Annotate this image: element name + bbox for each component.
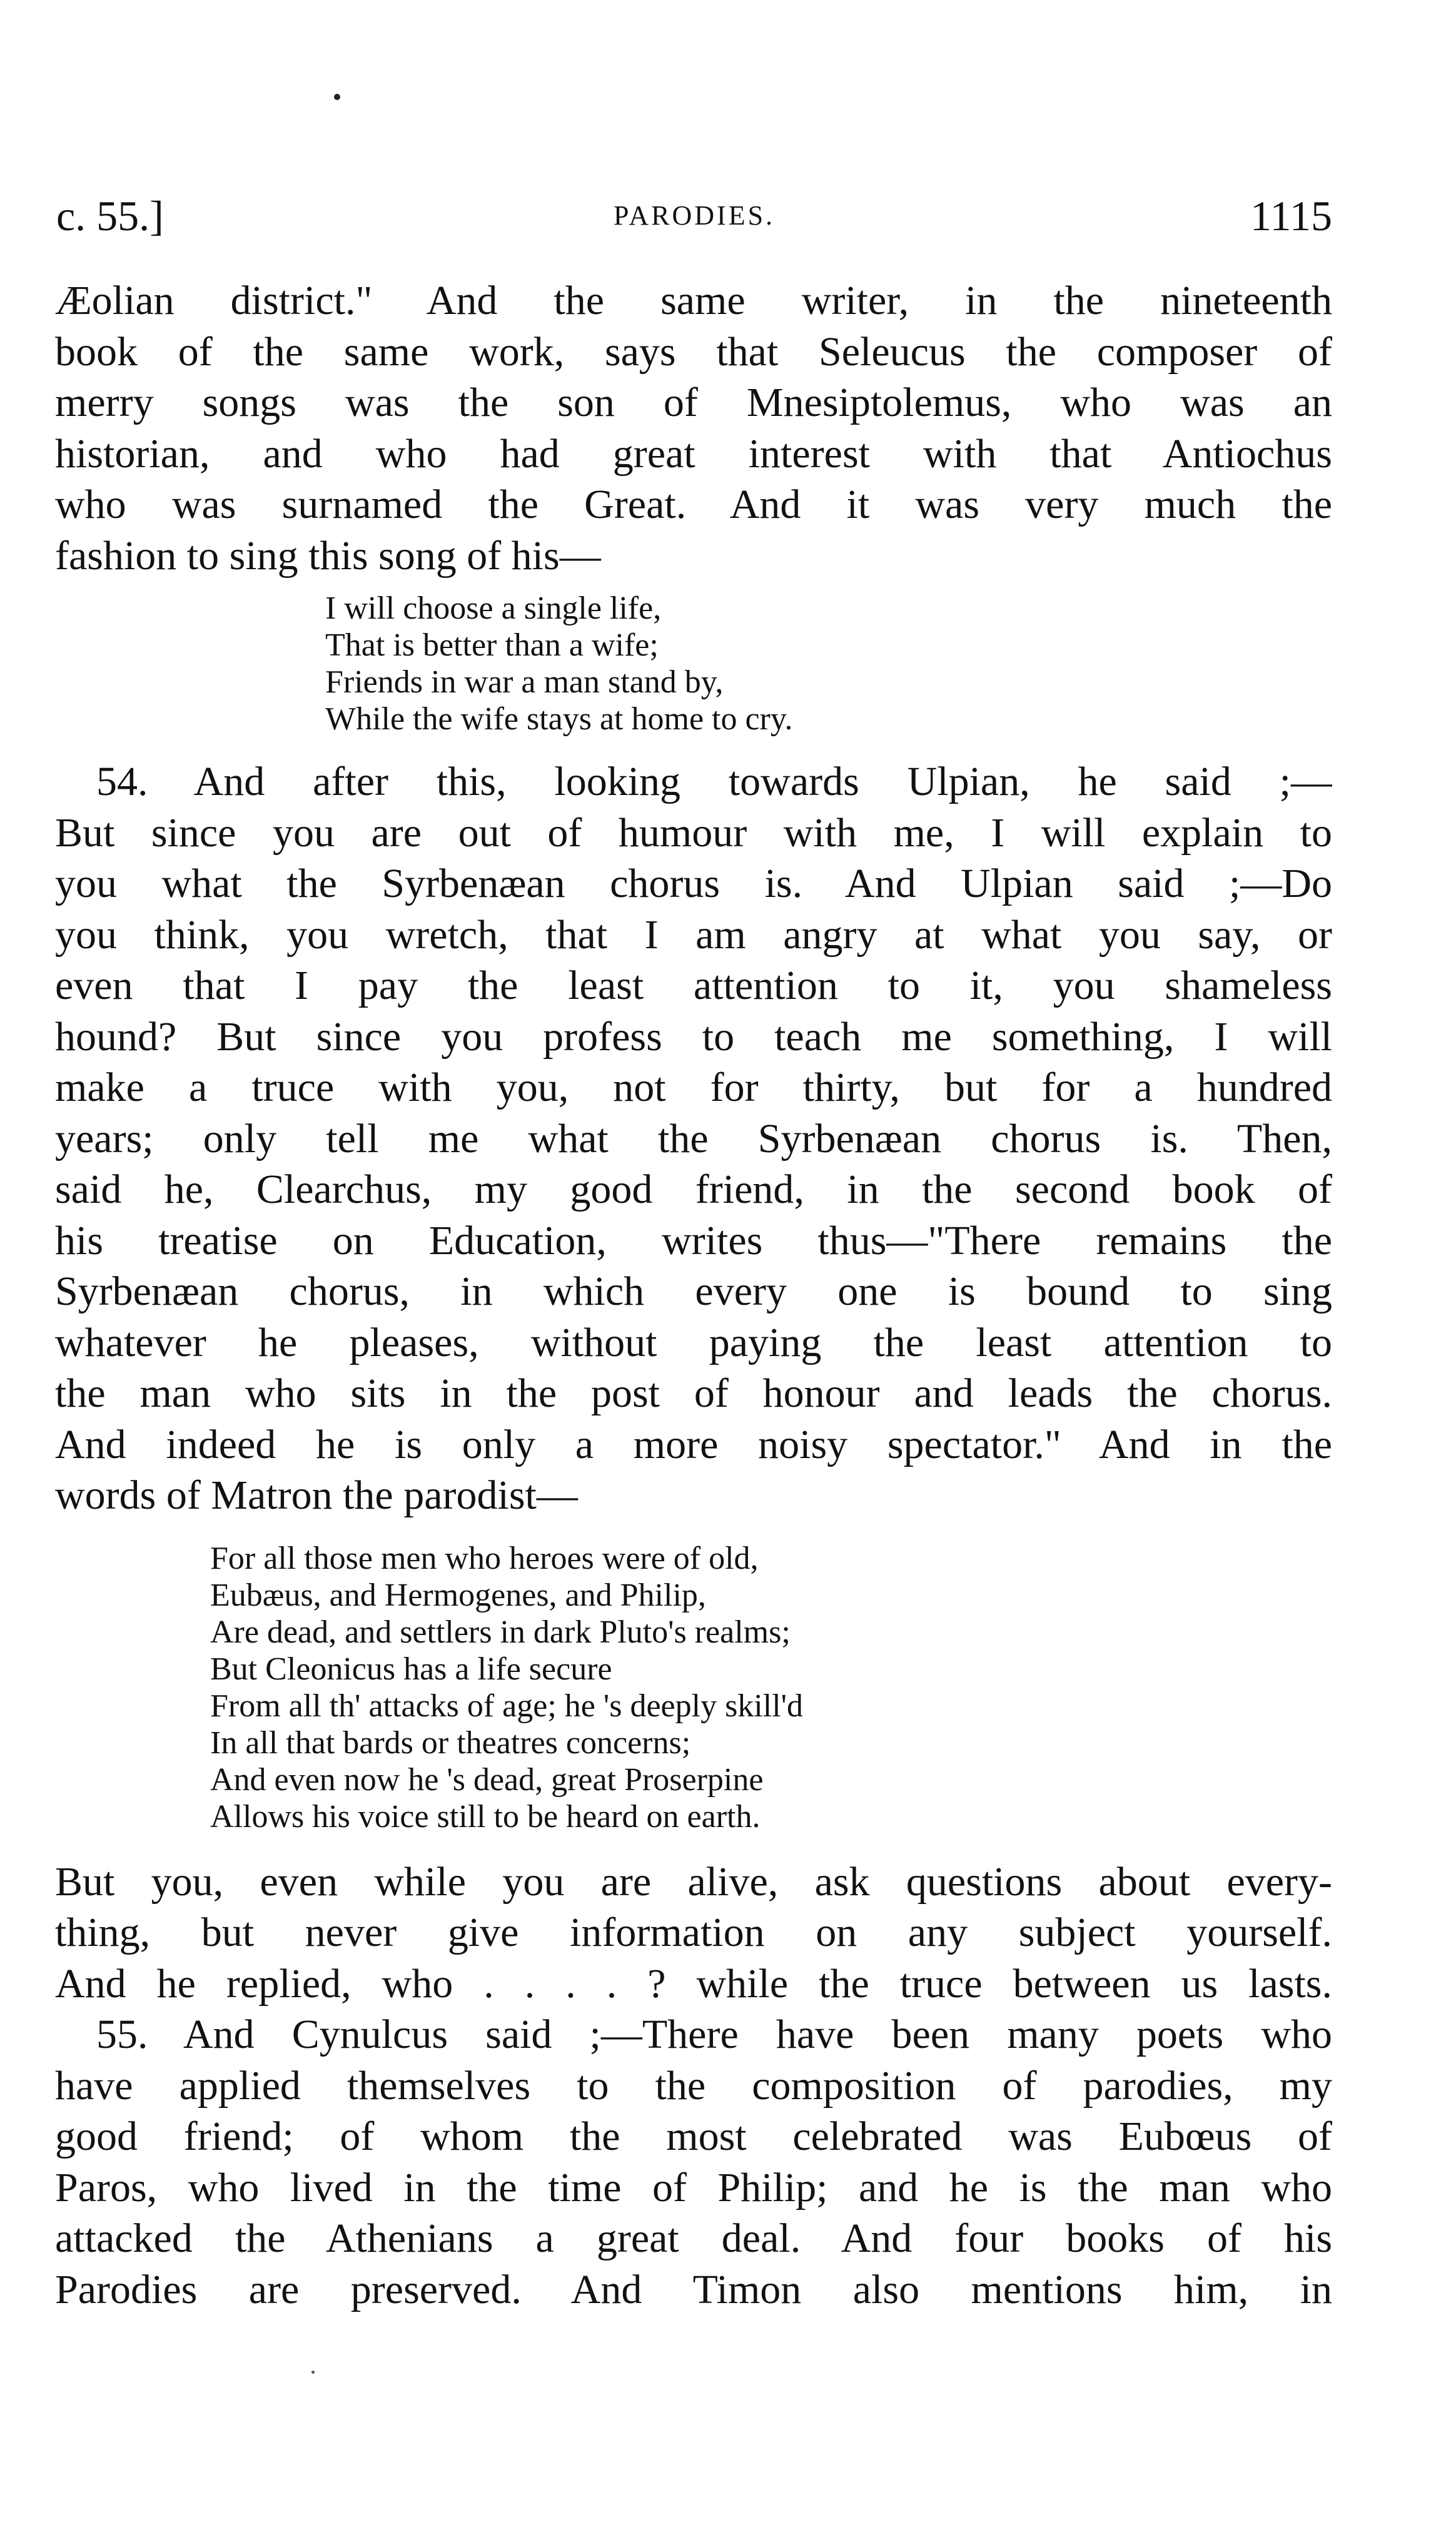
text-line: hound? But since you profess to teach me something, I will — [55, 1013, 1332, 1060]
text-line: fashion to sing this song of his— — [55, 532, 601, 579]
paragraph-4 — [55, 2009, 1332, 2315]
text-line: Paros, who lived in the time of Philip; and he is the man who — [55, 2164, 1332, 2210]
text-line: you what the Syrbenæan chorus is. And Ulpian said ;—Do — [55, 861, 1332, 906]
text-line: historian, and who had great interest with that Antiochus — [55, 430, 1332, 477]
text-line: thing, but never give information on any subject yourself. — [55, 1910, 1332, 1955]
running-title: PARODIES. — [613, 200, 776, 231]
verse-block-2 — [55, 1540, 1332, 1835]
text-line: years; only tell me what the Syrbenæan chorus is. Then, — [55, 1115, 1332, 1162]
verse-line: Are dead, and settlers in dark Pluto's realms; — [210, 1614, 791, 1650]
text-line: 54. And after this, looking towards Ulpian, he said ;— — [96, 759, 1332, 804]
text-line: But you, even while you are alive, ask questions about every- — [55, 1858, 1332, 1905]
verse-line: Eubæus, and Hermogenes, and Philip, — [210, 1577, 706, 1613]
verse-line: I will choose a single life, — [325, 590, 662, 626]
verse-line: From all th' attacks of age; he 's deeply skill'd — [210, 1688, 804, 1724]
text-line: even that I pay the least attention to it, you shameless — [55, 963, 1332, 1008]
paragraph-3 — [55, 1856, 1332, 2010]
text-line: book of the same work, says that Seleucus the composer of — [55, 328, 1332, 375]
text-line: attacked the Athenians a great deal. And four books of his — [55, 2216, 1332, 2261]
text-line: good friend; of whom the most celebrated was Eubœus of — [55, 2114, 1332, 2159]
verse-line: But Cleonicus has a life secure — [210, 1651, 612, 1687]
page-number: 1115 — [1250, 192, 1332, 240]
verse-line: Allows his voice still to be heard on earth. — [210, 1798, 761, 1835]
verse-line: That is better than a wife; — [325, 627, 659, 663]
text-line: But since you are out of humour with me, I will explain to — [55, 809, 1332, 856]
verse-line: And even now he 's dead, great Proserpine — [210, 1761, 764, 1798]
chapter-reference: c. 55.] — [56, 192, 164, 240]
verse-line: While the wife stays at home to cry. — [325, 701, 793, 737]
text-line: merry songs was the son of Mnesiptolemus, who was an — [55, 380, 1332, 425]
text-line: his treatise on Education, writes thus—"There remains the — [55, 1217, 1332, 1263]
text-line: have applied themselves to the composition of parodies, my — [55, 2062, 1332, 2109]
paragraph-1 — [55, 275, 1332, 581]
text-line: who was surnamed the Great. And it was very much the — [55, 482, 1332, 527]
text-line: words of Matron the parodist— — [55, 1472, 578, 1518]
speck-mark — [311, 2371, 315, 2374]
text-line: you think, you wretch, that I am angry at what you say, or — [55, 911, 1332, 958]
speck-mark — [334, 94, 340, 100]
page-body — [55, 275, 1332, 2315]
text-line: And indeed he is only a more noisy spectator." And in the — [55, 1421, 1332, 1467]
text-line: Syrbenæan chorus, in which every one is bound to sing — [55, 1269, 1332, 1314]
text-line: make a truce with you, not for thirty, but for a hundred — [55, 1065, 1332, 1110]
verse-block-1 — [55, 590, 1332, 737]
paragraph-2 — [55, 756, 1332, 1521]
text-line: whatever he pleases, without paying the least attention to — [55, 1319, 1332, 1365]
text-line: the man who sits in the post of honour and leads the chorus. — [55, 1370, 1332, 1416]
text-line: And he replied, who . . . . ? while the truce between us lasts. — [55, 1960, 1332, 2007]
text-line: 55. And Cynulcus said ;—There have been many poets who — [96, 2012, 1332, 2057]
text-line: Æolian district." And the same writer, in the nineteenth — [55, 278, 1332, 323]
verse-line: For all those men who heroes were of old, — [210, 1540, 759, 1576]
text-line: said he, Clearchus, my good friend, in the second book of — [55, 1167, 1332, 1212]
verse-line: In all that bards or theatres concerns; — [210, 1724, 691, 1761]
text-line: Parodies are preserved. And Timon also mentions him, in — [55, 2266, 1332, 2312]
page-header — [56, 181, 1332, 250]
verse-line: Friends in war a man stand by, — [325, 664, 724, 700]
